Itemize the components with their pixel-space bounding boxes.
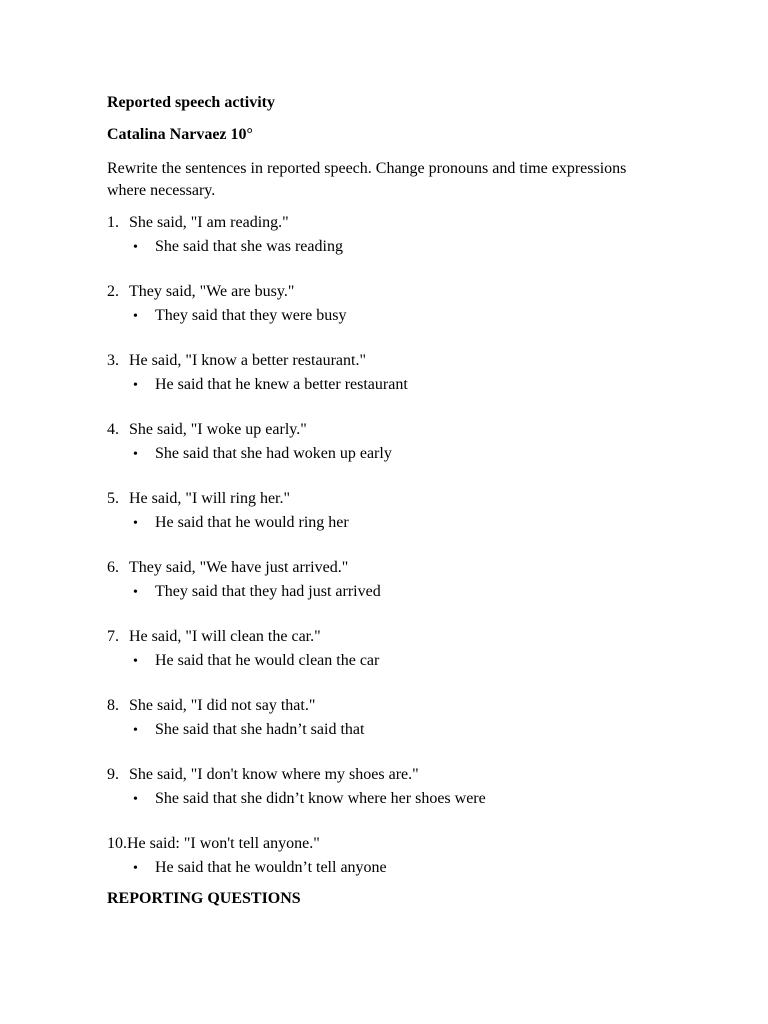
list-item <box>107 281 687 350</box>
answer-line <box>133 236 343 259</box>
bullet-icon: • <box>133 723 138 738</box>
answer-line <box>133 443 392 466</box>
bullet-icon: • <box>133 585 138 600</box>
question-line <box>107 281 294 303</box>
list-item <box>107 350 687 419</box>
answer-line <box>133 788 486 811</box>
answer-text: They said that they were busy <box>155 307 347 324</box>
list-item <box>107 557 687 626</box>
question-line <box>107 626 321 648</box>
bullet-icon: • <box>133 447 138 462</box>
exercise-list <box>107 212 687 902</box>
answer-text: They said that they had just arrived <box>155 583 381 600</box>
list-item <box>107 764 687 833</box>
answer-text: He said that he would clean the car <box>155 652 380 669</box>
answer-line <box>133 857 387 880</box>
question-text: He said, "I know a better restaurant." <box>129 352 366 369</box>
question-text: She said, "I woke up early." <box>129 421 307 438</box>
author-line: Catalina Narvaez 10° <box>107 126 253 143</box>
list-item <box>107 419 687 488</box>
item-number: 8. <box>107 697 119 714</box>
instructions-text: Rewrite the sentences in reported speech. Change pronouns and time expressions where necessary. <box>107 160 627 199</box>
item-number: 2. <box>107 283 119 300</box>
answer-line <box>133 581 381 604</box>
question-line <box>107 833 320 855</box>
item-number: 5. <box>107 490 119 507</box>
answer-text: She said that she was reading <box>155 238 343 255</box>
document-title: Reported speech activity <box>107 94 275 111</box>
question-text: She said, "I don't know where my shoes are." <box>129 766 419 783</box>
answer-line <box>133 650 379 673</box>
question-text: He said, "I will clean the car." <box>129 628 321 645</box>
question-line <box>107 212 289 234</box>
bullet-icon: • <box>133 792 138 807</box>
question-line <box>107 488 290 510</box>
list-item <box>107 626 687 695</box>
question-line <box>107 419 307 441</box>
item-number: 9. <box>107 766 119 783</box>
item-number: 10. <box>107 835 127 852</box>
question-text: He said, "I will ring her." <box>129 490 291 507</box>
item-number: 7. <box>107 628 119 645</box>
item-number: 3. <box>107 352 119 369</box>
question-text: She said, "I did not say that." <box>129 697 316 714</box>
section-heading: REPORTING QUESTIONS <box>107 890 301 907</box>
answer-text: She said that she hadn’t said that <box>155 721 365 738</box>
answer-line <box>133 719 364 742</box>
question-line <box>107 350 366 372</box>
bullet-icon: • <box>133 516 138 531</box>
answer-line <box>133 305 347 328</box>
item-number: 1. <box>107 214 119 231</box>
question-text: They said, "We have just arrived." <box>129 559 349 576</box>
question-text: He said: "I won't tell anyone." <box>127 835 320 852</box>
list-item <box>107 212 687 281</box>
item-number: 6. <box>107 559 119 576</box>
item-number: 4. <box>107 421 119 438</box>
question-line <box>107 695 315 717</box>
answer-line <box>133 374 408 397</box>
answer-text: He said that he knew a better restaurant <box>155 376 408 393</box>
question-line <box>107 764 419 786</box>
bullet-icon: • <box>133 309 138 324</box>
bullet-icon: • <box>133 378 138 393</box>
answer-text: She said that she didn’t know where her shoes were <box>155 790 486 807</box>
bullet-icon: • <box>133 240 138 255</box>
answer-text: She said that she had woken up early <box>155 445 392 462</box>
list-item <box>107 488 687 557</box>
list-item <box>107 695 687 764</box>
question-line <box>107 557 348 579</box>
question-text: They said, "We are busy." <box>129 283 295 300</box>
bullet-icon: • <box>133 654 138 669</box>
answer-text: He said that he wouldn’t tell anyone <box>155 859 387 876</box>
bullet-icon: • <box>133 861 138 876</box>
answer-text: He said that he would ring her <box>155 514 349 531</box>
question-text: She said, "I am reading." <box>129 214 289 231</box>
answer-line <box>133 512 349 535</box>
